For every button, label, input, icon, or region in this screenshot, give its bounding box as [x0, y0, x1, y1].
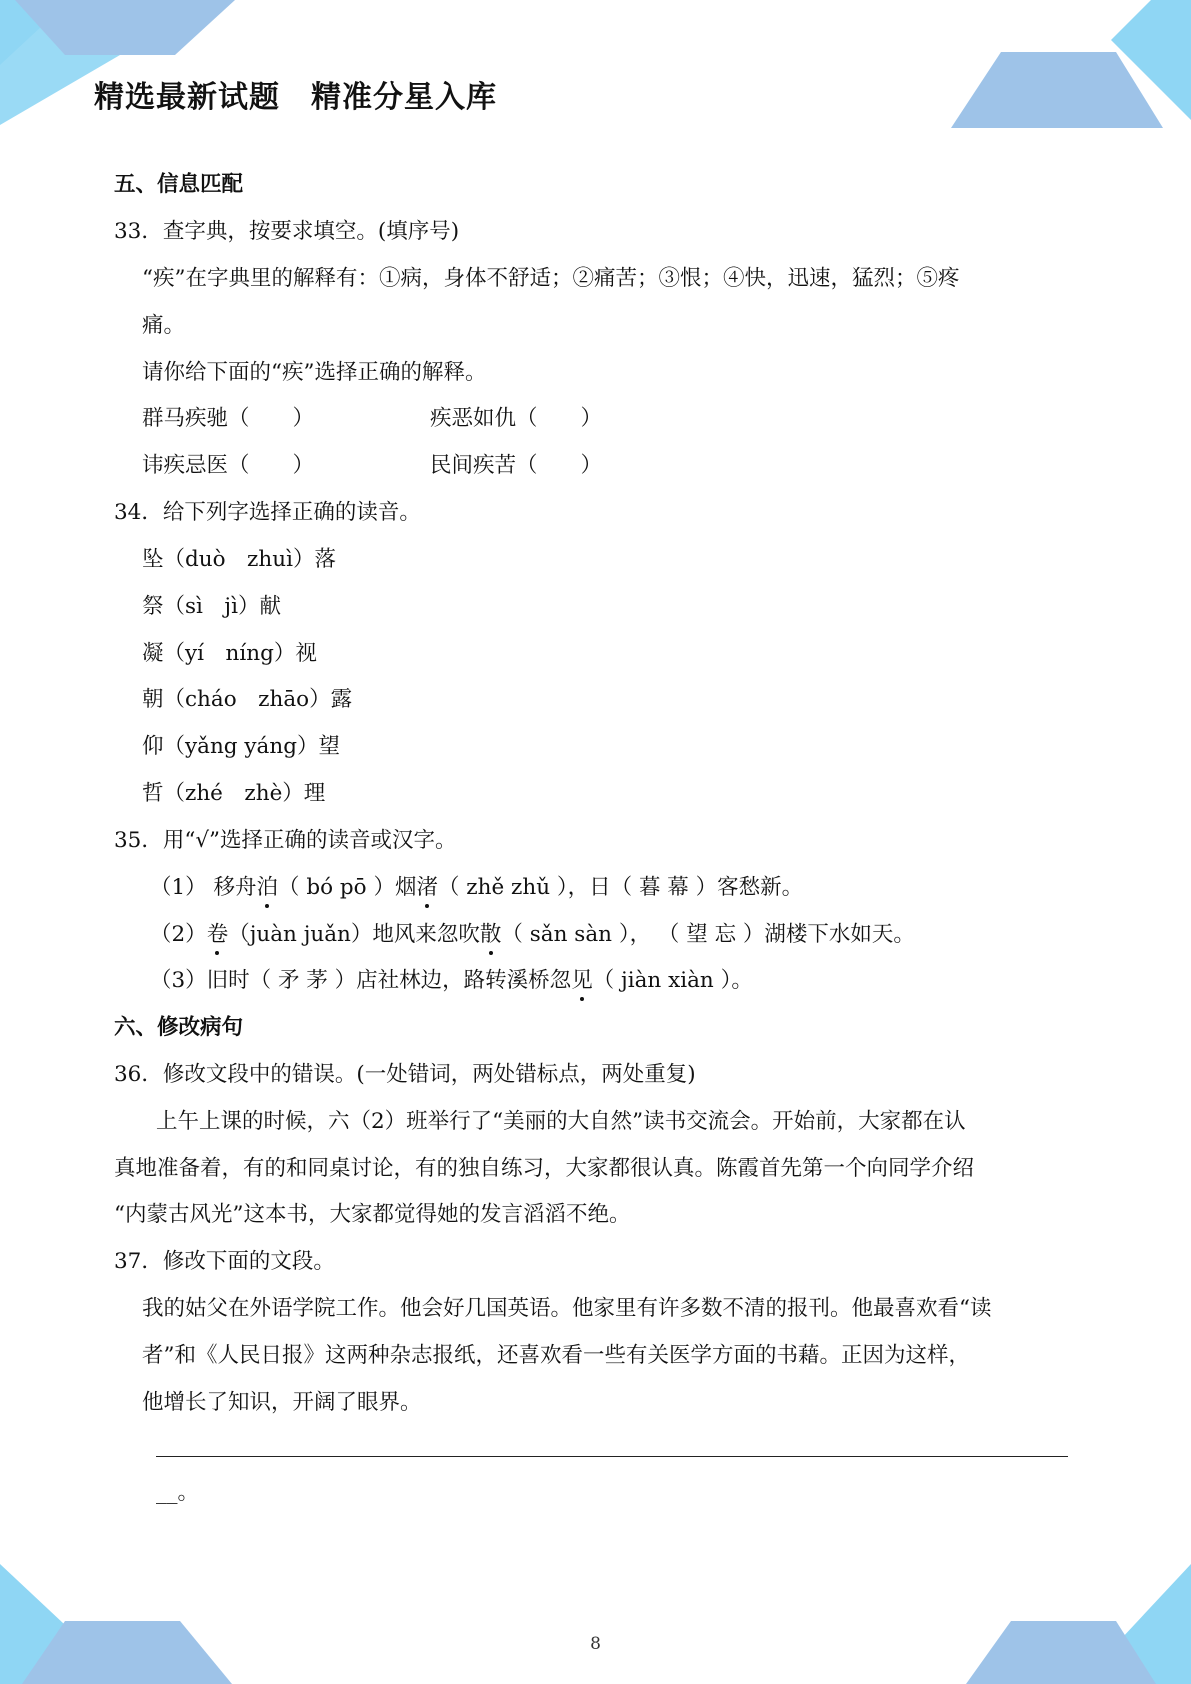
question-37-stem: 37．修改下面的文段。: [114, 1249, 335, 1274]
dotted-char: 卷: [207, 920, 229, 950]
question-34-item: 坠（duò zhuì）落: [142, 547, 336, 572]
question-35-line2-text: （juàn juǎn）地风来忽吹: [228, 922, 480, 947]
answer-blank-line: [156, 1456, 1068, 1457]
question-35-line1-text: （1） 移舟: [150, 875, 257, 900]
corner-decoration-bottom-left: [0, 1549, 240, 1684]
question-33-item: 疾恶如仇（ ）: [430, 406, 603, 431]
question-33-stem: 33．查字典，按要求填空。(填序号): [114, 219, 460, 244]
question-37-paragraph-line: 我的姑父在外语学院工作。他会好几国英语。他家里有许多数不清的报刊。他最喜欢看“读: [142, 1296, 992, 1321]
question-36-stem: 36．修改文段中的错误。(一处错词，两处错标点，两处重复): [114, 1062, 696, 1087]
question-34-item: 祭（sì jì）献: [142, 594, 281, 619]
question-35-line1-text: （ zhě zhǔ ），日（ 暮 幕 ）客愁新。: [437, 875, 804, 900]
question-35-line2-text: （ sǎn sàn ）， （ 望 忘 ）湖楼下水如天。: [501, 922, 915, 947]
question-35-line3-text: （ jiàn xiàn ）。: [592, 968, 753, 993]
question-35-line2: [150, 920, 915, 950]
header-title: 精选最新试题 精准分星入库: [94, 80, 497, 115]
question-35-line3-text: （3）旧时（ 矛 茅 ）店社林边，路转溪桥忽: [150, 968, 572, 993]
question-34-item: 哲（zhé zhè）理: [142, 781, 326, 806]
page-number: 8: [590, 1634, 601, 1654]
question-33-intro-line2: 痛。: [142, 313, 186, 338]
dotted-char: 见: [571, 966, 593, 996]
section-heading-6: 六、修改病句: [114, 1015, 244, 1040]
question-37-paragraph-line: 者”和《人民日报》这两种杂志报纸，还喜欢看一些有关医学方面的书藉。正因为这样，: [142, 1343, 970, 1368]
dotted-char: 渚: [416, 873, 438, 903]
answer-blank-tail: __。: [156, 1480, 200, 1505]
question-36-paragraph-line: 上午上课的时候，六（2）班举行了“美丽的大自然”读书交流会。开始前，大家都在认: [156, 1109, 966, 1134]
question-33-item: 群马疾驰（ ）: [142, 406, 315, 431]
section-heading-5: 五、信息匹配: [114, 172, 244, 197]
question-34-item: 朝（cháo zhāo）露: [142, 687, 353, 712]
question-37-paragraph-line: 他增长了知识，开阔了眼界。: [142, 1390, 422, 1415]
corner-decoration-top-right: [931, 0, 1191, 135]
question-34-stem: 34．给下列字选择正确的读音。: [114, 500, 421, 525]
question-35-line2-text: （2）: [150, 922, 207, 947]
question-35-stem: 35．用“√”选择正确的读音或汉字。: [114, 828, 457, 853]
question-33-intro-line1: “疾”在字典里的解释有：①病，身体不舒适；②痛苦；③恨；④快，迅速，猛烈；⑤疼: [142, 266, 960, 291]
dotted-char: 泊: [257, 873, 279, 903]
question-33-item: 讳疾忌医（ ）: [142, 453, 315, 478]
corner-decoration-bottom-right: [941, 1549, 1191, 1684]
question-33-instruction: 请你给下面的“疾”选择正确的解释。: [142, 360, 487, 385]
question-35-line1-text: （ bó pō ）烟: [278, 875, 417, 900]
question-34-item: 凝（yí níng）视: [142, 641, 317, 666]
question-33-item: 民间疾苦（ ）: [430, 453, 603, 478]
question-34-item: 仰（yǎng yáng）望: [142, 734, 340, 759]
question-35-line3: [150, 966, 753, 996]
question-36-paragraph-line: 真地准备着，有的和同桌讨论，有的独自练习，大家都很认真。陈霞首先第一个向同学介绍: [114, 1156, 975, 1181]
dotted-char: 散: [480, 920, 502, 950]
question-36-paragraph-line: “内蒙古风光”这本书，大家都觉得她的发言滔滔不绝。: [114, 1202, 631, 1227]
question-35-line1: [150, 873, 803, 903]
